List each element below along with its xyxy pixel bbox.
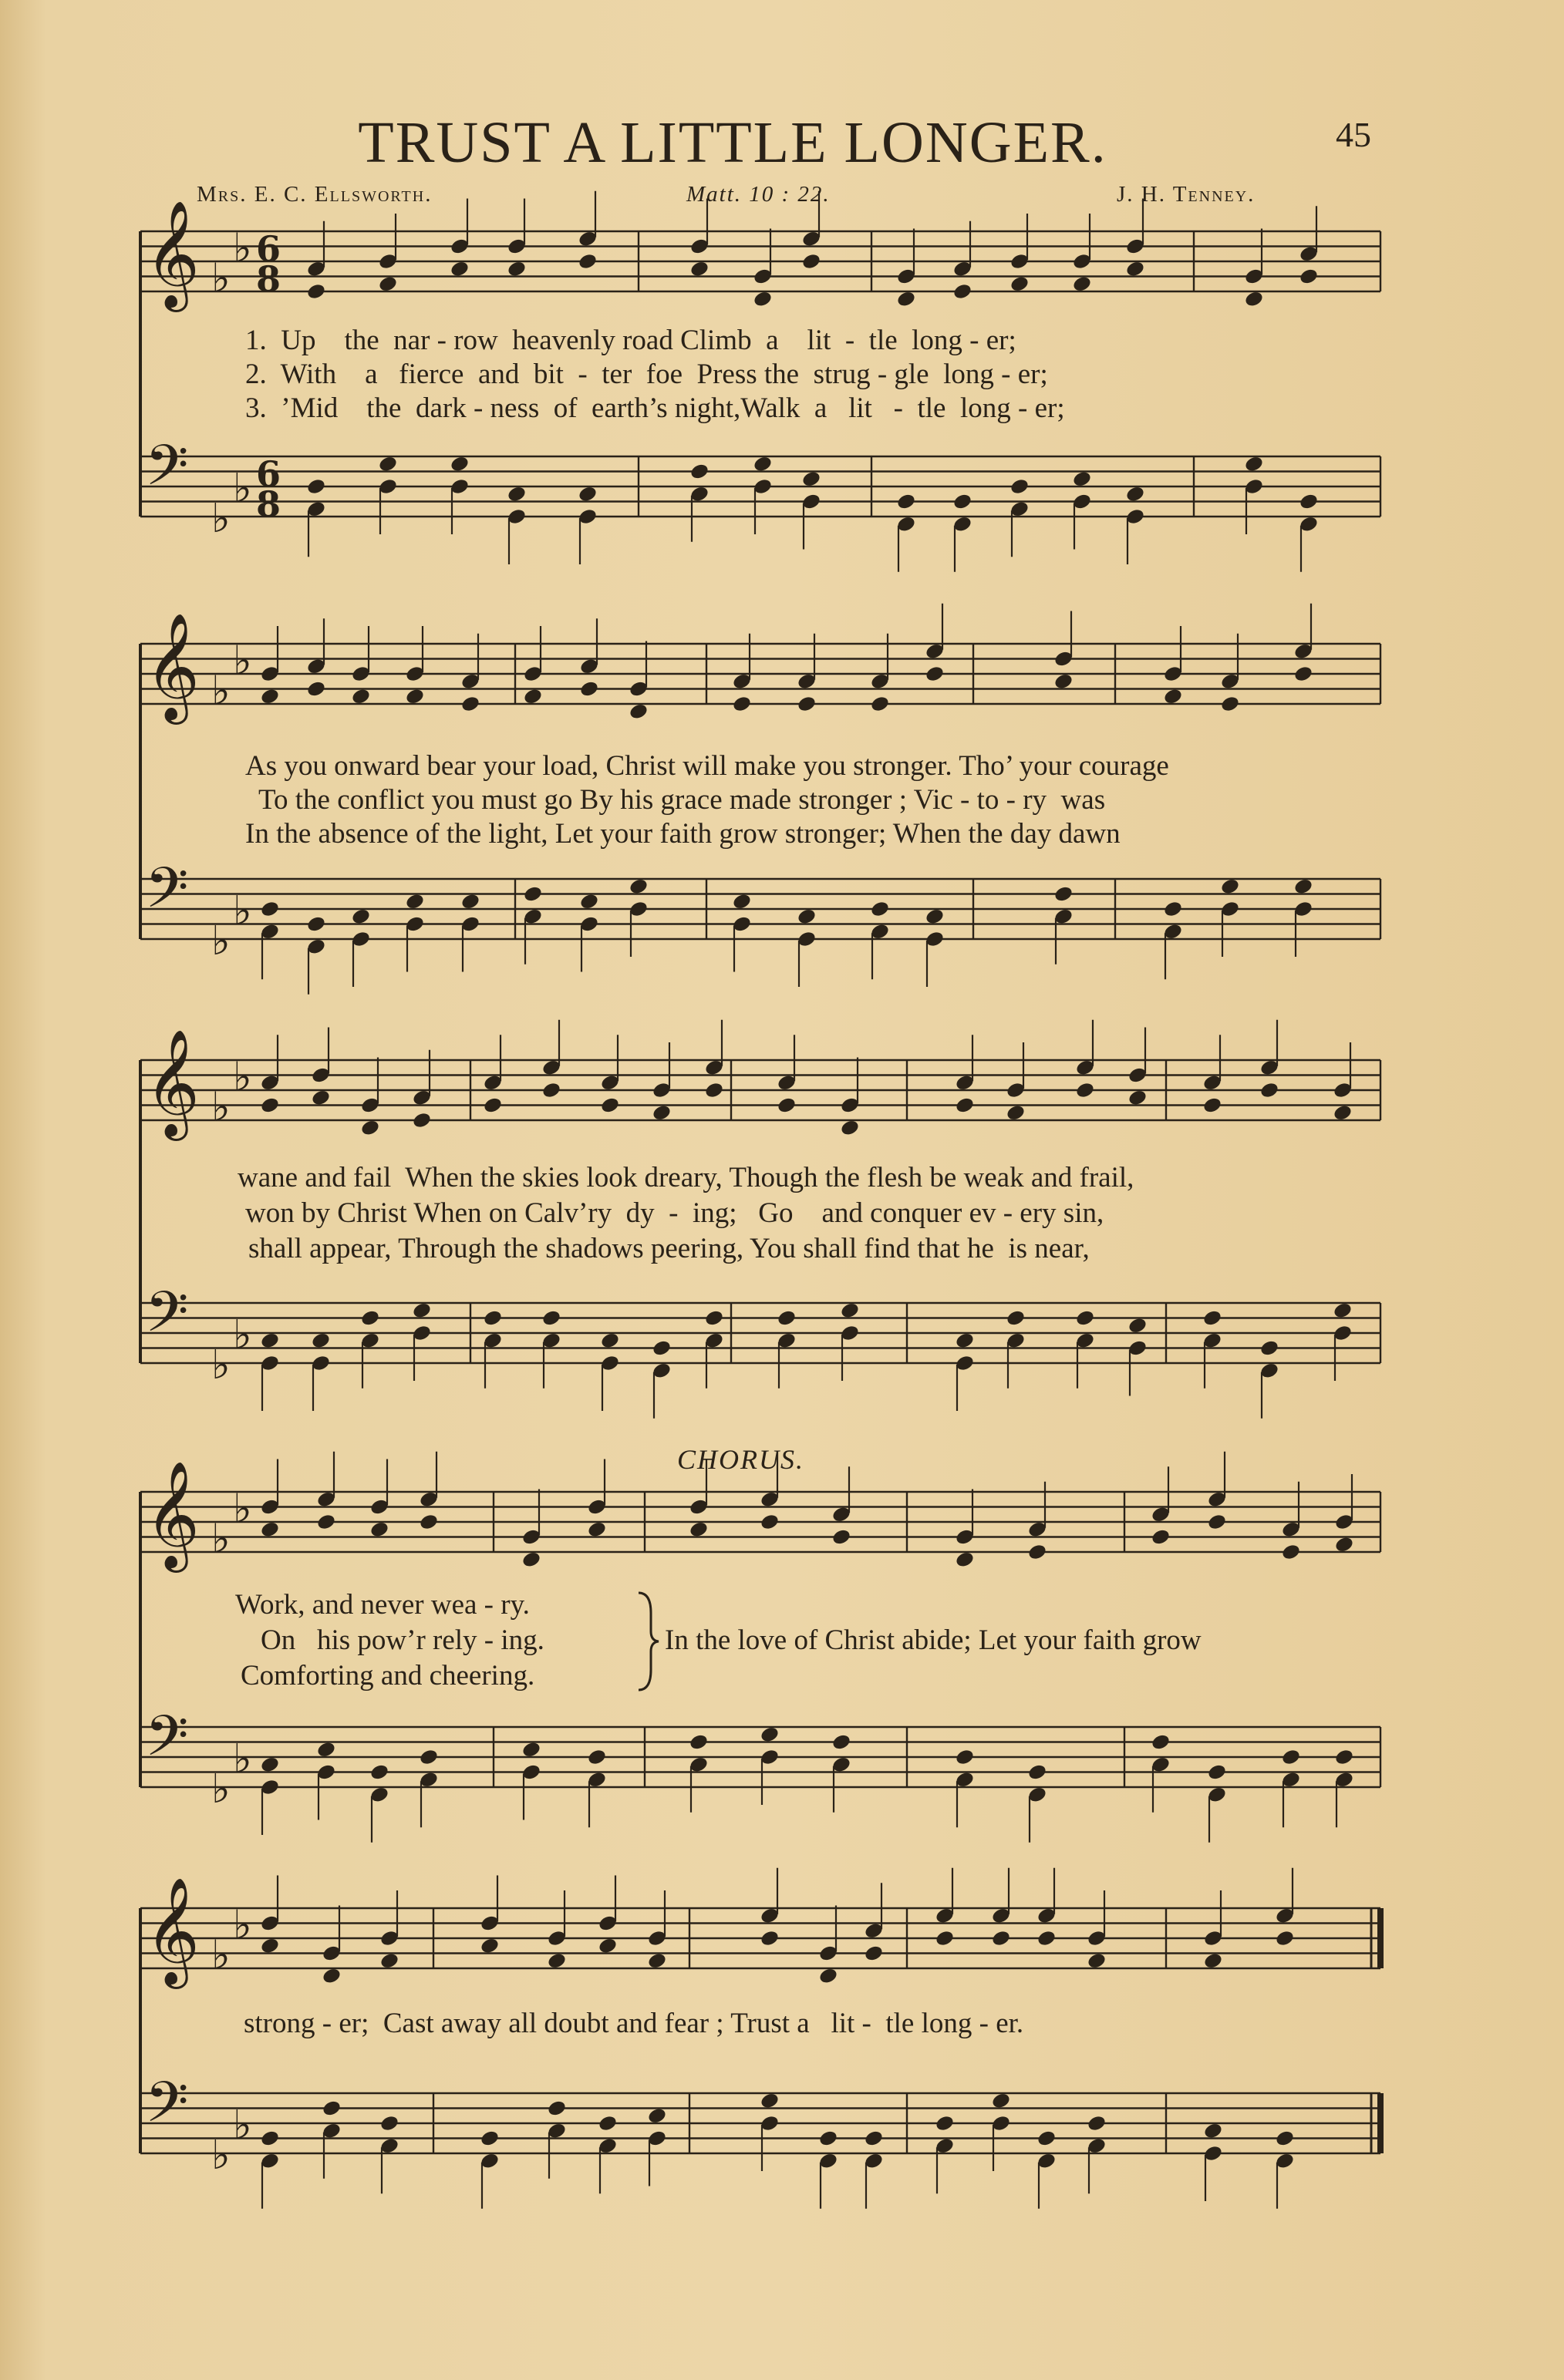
note-head (732, 892, 753, 911)
note-head (412, 1301, 433, 1320)
note-head (647, 1951, 668, 1970)
note-head (689, 1733, 710, 1752)
hymn-title: TRUST A LITTLE LONGER. (358, 110, 1107, 175)
note-head (405, 687, 426, 705)
note-head (600, 1096, 621, 1115)
note-head (1334, 1535, 1355, 1554)
note-head (378, 455, 399, 473)
note-head (1053, 672, 1074, 691)
note-head (378, 274, 399, 293)
note-head (1244, 290, 1265, 308)
note-head (1151, 1528, 1171, 1547)
note-head (322, 1967, 342, 1985)
note-head (1075, 1081, 1096, 1099)
note-head (1220, 877, 1241, 896)
note-head (831, 1733, 852, 1752)
treble-clef-icon: 𝄞 (145, 200, 200, 308)
note-head (523, 687, 544, 705)
note-head (480, 2129, 501, 2148)
treble-clef-icon: 𝄞 (145, 613, 200, 721)
flat-icon: ♭ (233, 887, 252, 934)
note-head (1006, 1103, 1026, 1122)
note-head (260, 1096, 281, 1115)
bass-clef-icon: 𝄢 (145, 1702, 189, 1782)
note-head (896, 493, 917, 511)
note-head (260, 1520, 281, 1539)
lyric-line: Work, and never wea - ry. (235, 1589, 530, 1621)
note-head (1010, 477, 1030, 496)
lyric-line: In the love of Christ abide; Let your faith grow (665, 1624, 1202, 1656)
note-head (1281, 1543, 1302, 1561)
note-head (369, 1520, 390, 1539)
author-credit: Mrs. E. C. Ellsworth. (197, 182, 433, 207)
note-head (523, 885, 544, 904)
note-head (818, 1967, 839, 1985)
note-head (935, 2114, 956, 2133)
note-head (864, 1944, 885, 1963)
note-head (587, 1748, 608, 1766)
note-head (260, 1756, 281, 1774)
note-head (1275, 1929, 1296, 1947)
note-head (521, 1740, 542, 1759)
note-head (351, 687, 372, 705)
time-signature: 8 (256, 258, 281, 300)
lyric-line: As you onward bear your load, Christ will make you stronger. Tho’ your courage (245, 750, 1169, 782)
note-head (870, 900, 891, 918)
note-head (1127, 1316, 1148, 1335)
note-head (507, 485, 528, 503)
note-head (840, 1301, 861, 1320)
time-signature: 6 (256, 228, 281, 270)
note-head (1202, 1096, 1223, 1115)
note-head (760, 2092, 780, 2110)
note-head (322, 2099, 342, 2118)
note-head (1087, 2114, 1107, 2133)
lyric-line: In the absence of the light, Let your faith grow stronger; When the day dawn (245, 818, 1121, 850)
note-head (1207, 1513, 1228, 1531)
note-head (480, 1937, 501, 1955)
note-head (260, 2129, 281, 2148)
note-head (1006, 1309, 1026, 1328)
note-head (1334, 1748, 1355, 1766)
note-head (598, 2114, 619, 2133)
chorus-label: CHORUS. (677, 1444, 804, 1475)
note-head (1075, 1309, 1096, 1328)
note-head (647, 2106, 668, 2125)
bass-clef-icon: 𝄢 (145, 2069, 189, 2149)
flat-icon: ♭ (233, 1735, 252, 1782)
note-head (777, 1096, 797, 1115)
note-head (1027, 1543, 1048, 1561)
note-head (311, 1331, 332, 1350)
note-head (379, 2114, 400, 2133)
lyric-line: 2. With a fierce and bit - ter foe Press the strug - gle long - er; (245, 359, 1048, 390)
flat-icon: ♭ (211, 917, 231, 964)
treble-clef-icon: 𝄞 (145, 1877, 200, 1985)
flat-icon: ♭ (233, 1902, 252, 1949)
lyric-line: shall appear, Through the shadows peering, You shall find that he is near, (248, 1233, 1090, 1264)
note-head (547, 1951, 568, 1970)
note-head (541, 1309, 562, 1328)
note-head (507, 260, 528, 278)
note-head (1202, 1309, 1223, 1328)
note-head (260, 900, 281, 918)
bass-clef-icon: 𝄢 (145, 432, 189, 512)
note-head (896, 290, 917, 308)
note-head (955, 1331, 976, 1350)
note-head (260, 687, 281, 705)
note-head (1072, 470, 1093, 488)
note-head (306, 680, 327, 699)
note-head (412, 1111, 433, 1129)
note-head (797, 695, 817, 713)
note-head (579, 680, 600, 699)
note-head (598, 1937, 619, 1955)
note-head (760, 1513, 780, 1531)
note-head (1053, 885, 1074, 904)
note-head (704, 1081, 725, 1099)
note-head (1275, 2129, 1296, 2148)
note-head (541, 1081, 562, 1099)
note-head (1163, 900, 1184, 918)
flat-icon: ♭ (211, 2132, 231, 2179)
note-head (870, 695, 891, 713)
bass-clef-icon: 𝄢 (145, 1278, 189, 1358)
note-head (689, 1520, 710, 1539)
flat-icon: ♭ (211, 495, 231, 542)
treble-clef-icon: 𝄞 (145, 1461, 200, 1569)
lyric-line: won by Christ When on Calv’ry dy - ing; Go and conquer ev - ery sin, (245, 1197, 1104, 1229)
note-head (460, 892, 481, 911)
note-head (1027, 1763, 1048, 1782)
note-head (419, 1513, 440, 1531)
note-head (689, 463, 710, 481)
note-head (955, 1096, 976, 1115)
flat-icon: ♭ (233, 638, 252, 685)
note-head (760, 1929, 780, 1947)
note-head (801, 252, 822, 271)
note-head (1259, 1081, 1280, 1099)
note-head (818, 2129, 839, 2148)
note-head (1333, 1103, 1353, 1122)
lyric-line: On his pow’r rely - ing. (261, 1624, 544, 1656)
note-head (379, 1951, 400, 1970)
note-head (1203, 1951, 1224, 1970)
note-head (306, 282, 327, 301)
flat-icon: ♭ (211, 1516, 231, 1563)
note-head (1299, 268, 1320, 286)
flat-icon: ♭ (211, 1341, 231, 1389)
note-head (260, 1331, 281, 1350)
note-head (652, 1339, 672, 1358)
note-head (1281, 1748, 1302, 1766)
note-head (952, 282, 973, 301)
note-head (587, 1520, 608, 1539)
note-head (1207, 1763, 1228, 1782)
flat-icon: ♭ (233, 1054, 252, 1101)
note-head (360, 1119, 381, 1137)
note-head (1036, 2129, 1057, 2148)
lyric-line: 1. Up the nar - row heavenly road Climb a lit - tle long - er; (245, 325, 1016, 356)
note-head (578, 252, 598, 271)
note-head (629, 702, 649, 721)
note-head (1299, 493, 1320, 511)
note-head (753, 455, 774, 473)
note-head (351, 907, 372, 926)
note-head (704, 1309, 725, 1328)
note-head (991, 1929, 1012, 1947)
flat-icon: ♭ (211, 1766, 231, 1813)
note-head (405, 892, 426, 911)
note-head (1333, 1301, 1353, 1320)
note-head (840, 1119, 861, 1137)
note-head (1203, 2122, 1224, 2140)
note-head (369, 1763, 390, 1782)
note-head (629, 877, 649, 896)
time-signature: 8 (256, 483, 281, 525)
note-head (600, 1331, 621, 1350)
note-head (419, 1748, 440, 1766)
note-head (925, 665, 945, 683)
flat-icon: ♭ (233, 225, 252, 272)
note-head (450, 260, 470, 278)
flat-icon: ♭ (211, 668, 231, 715)
flat-icon: ♭ (211, 1932, 231, 1979)
flat-icon: ♭ (211, 255, 231, 302)
note-head (1163, 687, 1184, 705)
note-head (831, 1528, 852, 1547)
note-head (753, 290, 774, 308)
flat-icon: ♭ (233, 1486, 252, 1533)
note-head (483, 1309, 504, 1328)
note-head (483, 1096, 504, 1115)
verse-bracket (634, 1590, 662, 1693)
note-head (925, 907, 945, 926)
note-head (1127, 1089, 1148, 1107)
note-head (1293, 665, 1314, 683)
lyric-line: To the conflict you must go By his grace made stronger ; Vic - to - ry was (258, 784, 1106, 816)
note-head (689, 260, 710, 278)
note-head (316, 1513, 337, 1531)
flat-icon: ♭ (233, 2102, 252, 2149)
time-signature: 6 (256, 453, 281, 495)
note-head (864, 2129, 885, 2148)
note-head (955, 1550, 976, 1569)
note-head (521, 1550, 542, 1569)
note-head (955, 1748, 976, 1766)
note-head (260, 1937, 281, 1955)
scripture-reference: Matt. 10 : 22. (686, 182, 831, 207)
note-head (360, 1309, 381, 1328)
lyric-line: strong - er; Cast away all doubt and fear ; Trust a lit - tle long - er. (244, 2008, 1024, 2039)
note-head (578, 485, 598, 503)
note-head (935, 1929, 956, 1947)
bass-clef-icon: 𝄢 (145, 854, 189, 934)
note-head (579, 892, 600, 911)
note-head (1125, 485, 1146, 503)
note-head (547, 2099, 568, 2118)
note-head (777, 1309, 797, 1328)
flat-icon: ♭ (211, 1084, 231, 1131)
treble-clef-icon: 𝄞 (145, 1029, 200, 1137)
lyric-line: Comforting and cheering. (241, 1660, 535, 1692)
note-head (306, 915, 327, 934)
note-head (991, 2092, 1012, 2110)
note-head (1244, 455, 1265, 473)
note-head (1151, 1733, 1171, 1752)
note-head (732, 695, 753, 713)
flat-icon: ♭ (233, 465, 252, 512)
note-head (450, 455, 470, 473)
note-head (316, 1740, 337, 1759)
note-head (1220, 695, 1241, 713)
flat-icon: ♭ (233, 1311, 252, 1358)
note-head (797, 907, 817, 926)
note-head (760, 1725, 780, 1744)
note-head (1125, 260, 1146, 278)
note-head (1087, 1951, 1107, 1970)
note-head (952, 493, 973, 511)
note-head (652, 1103, 672, 1122)
lyric-line: 3. ’Mid the dark - ness of earth’s night,Walk a lit - tle long - er; (245, 392, 1065, 424)
note-head (1293, 877, 1314, 896)
composer-credit: J. H. Tenney. (1117, 182, 1256, 207)
note-head (1259, 1339, 1280, 1358)
note-head (306, 477, 327, 496)
note-head (1072, 274, 1093, 293)
note-head (1010, 274, 1030, 293)
lyric-line: wane and fail When the skies look dreary, Though the flesh be weak and frail, (238, 1162, 1134, 1193)
page-number: 45 (1336, 115, 1371, 154)
note-head (460, 695, 481, 713)
note-head (311, 1089, 332, 1107)
note-head (801, 470, 822, 488)
note-head (1036, 1929, 1057, 1947)
